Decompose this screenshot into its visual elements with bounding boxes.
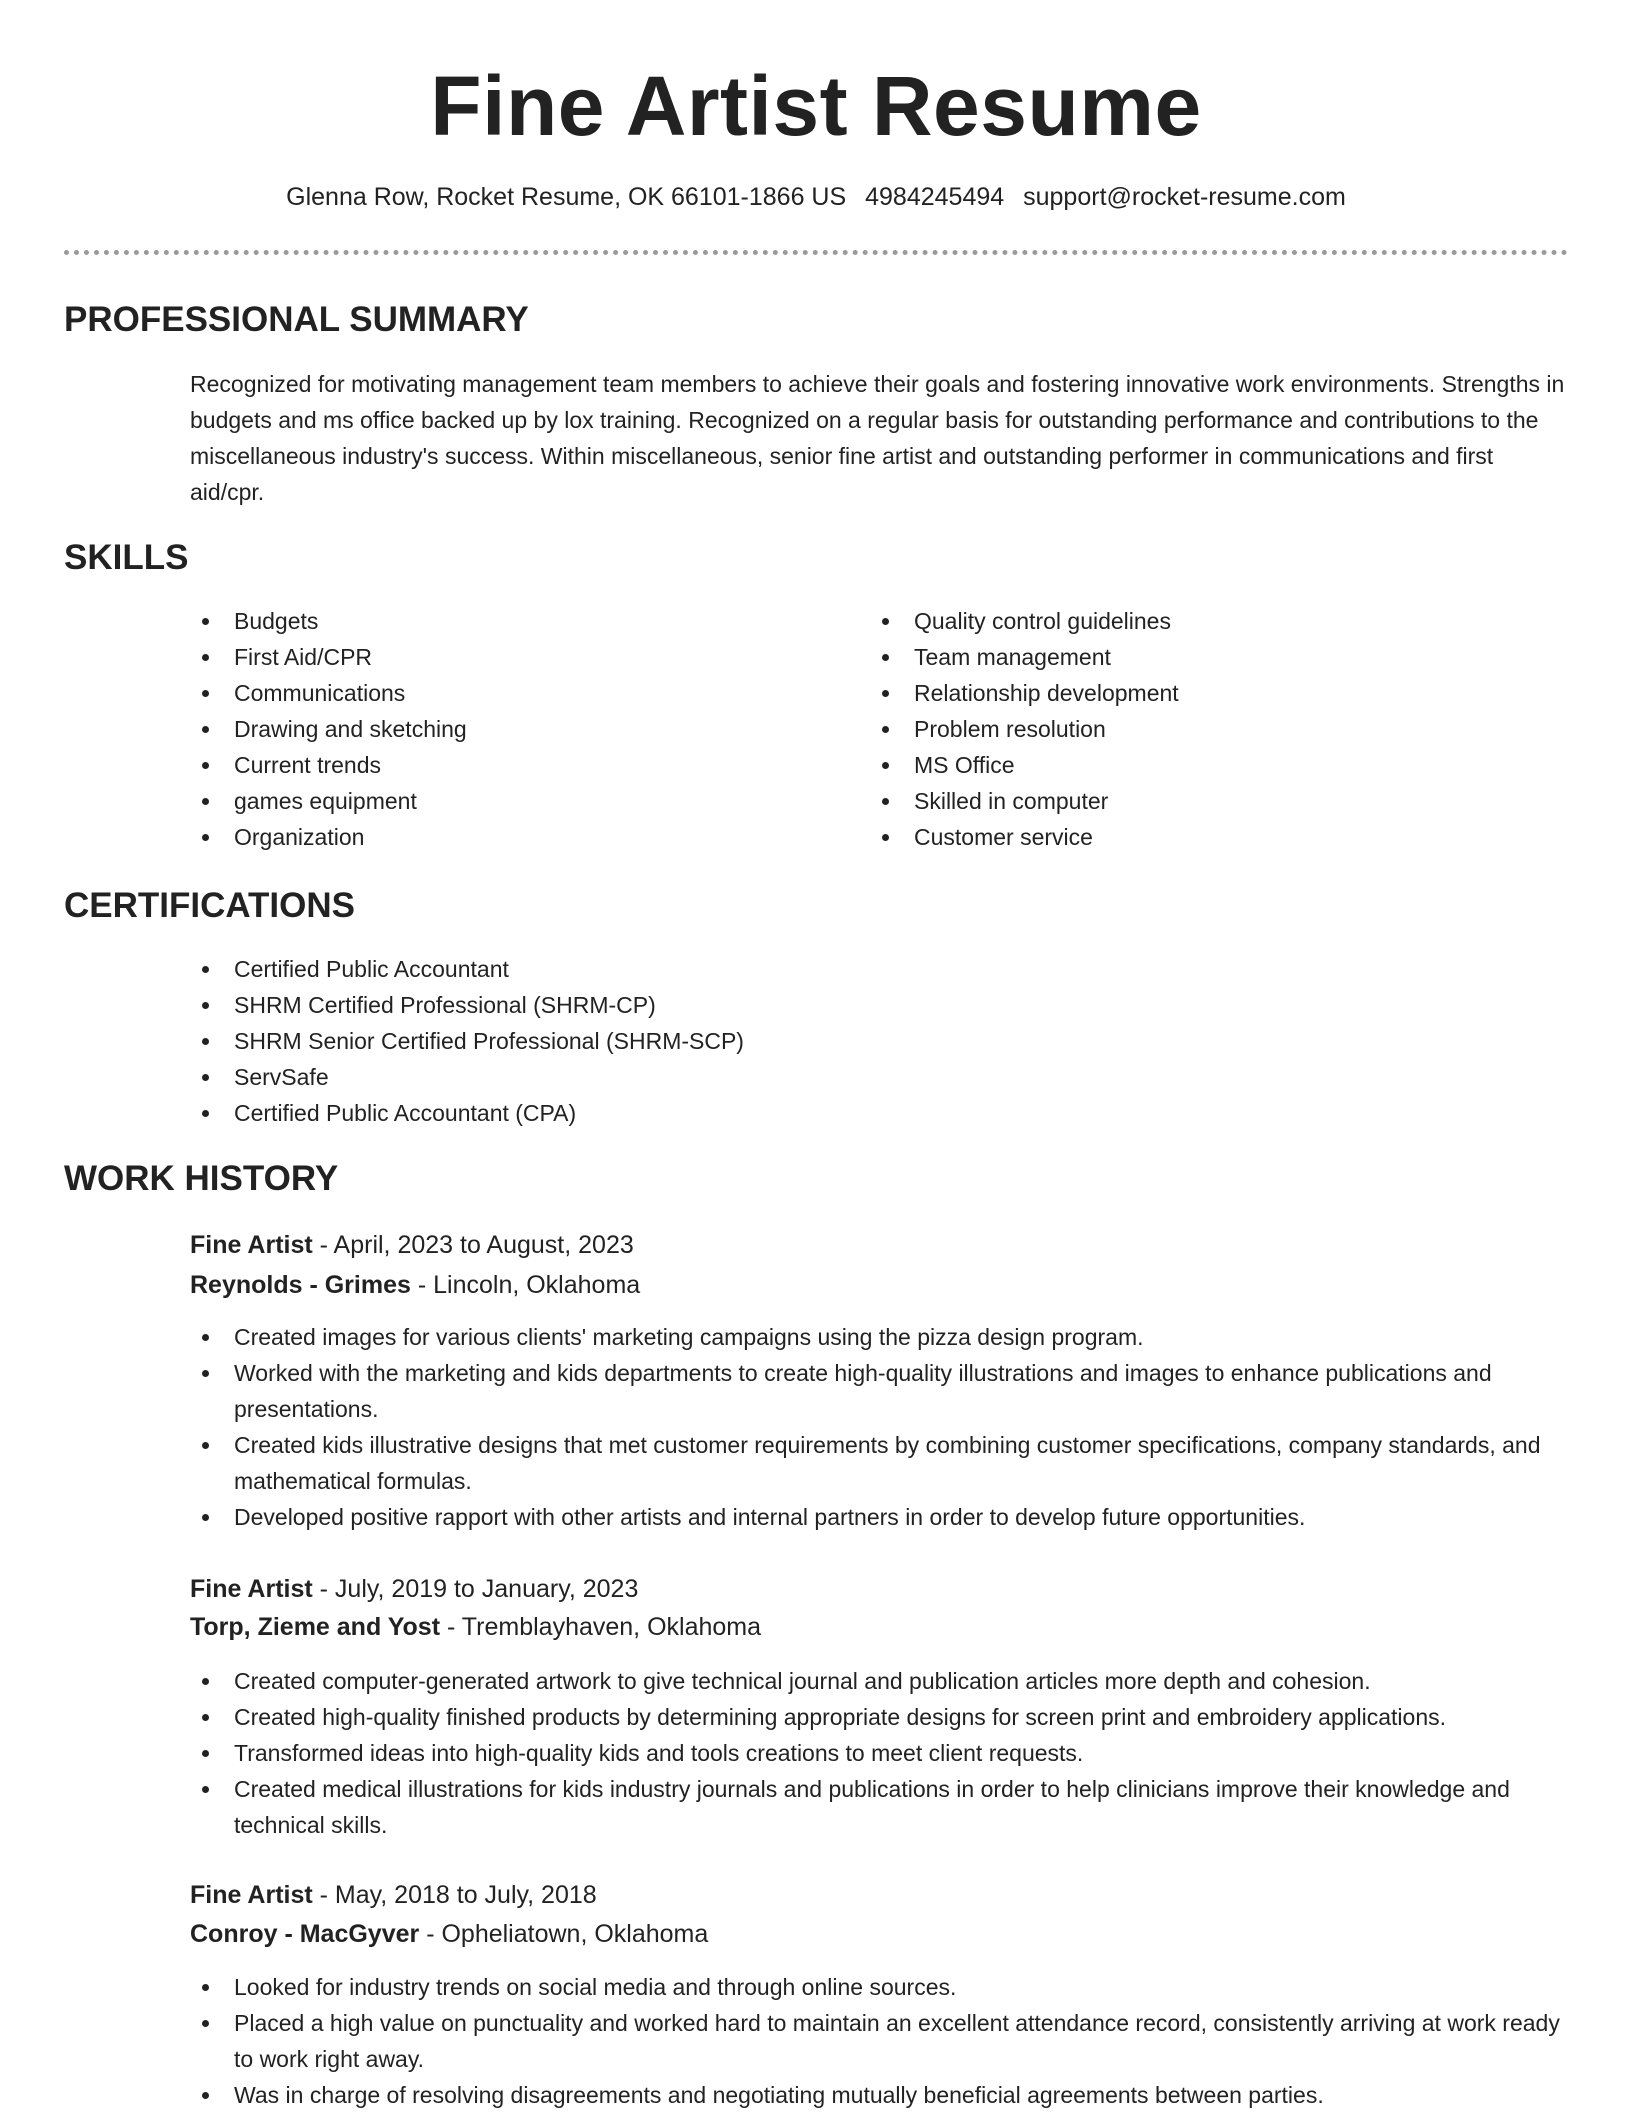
job-location: - Tremblayhaven, Oklahoma — [440, 1613, 762, 1641]
list-item: Placed a high value on punctuality and worked hard to maintain an excellent attendance record, consistently arriving at work ready to work right away. — [190, 2005, 1568, 2077]
list-item: Quality control guidelines — [870, 603, 1510, 639]
list-item: Drawing and sketching — [190, 711, 790, 747]
job-title-line — [190, 1876, 597, 1914]
list-item: Created high-quality finished products by determining appropriate designs for screen print and embroidery applications. — [190, 1699, 1568, 1735]
list-item: Certified Public Accountant — [190, 951, 1190, 987]
list-item: Created medical illustrations for kids industry journals and publications in order to help clinicians improve their knowledge and technical skills. — [190, 1771, 1568, 1843]
skills-list-right — [870, 603, 1510, 855]
contact-email: support@rocket-resume.com — [1023, 183, 1346, 211]
list-item: Customer service — [870, 819, 1510, 855]
contact-line — [64, 180, 1568, 214]
work-history-heading: WORK HISTORY — [64, 1159, 339, 1198]
list-item: Developed positive rapport with other artists and internal partners in order to develop future opportunities. — [190, 1499, 1568, 1535]
job-location: - Lincoln, Oklahoma — [410, 1271, 641, 1299]
list-item: Current trends — [190, 747, 790, 783]
list-item: games equipment — [190, 783, 790, 819]
list-item: Created computer-generated artwork to give technical journal and publication articles more depth and cohesion. — [190, 1663, 1568, 1699]
summary-text: Recognized for motivating management team members to achieve their goals and fostering innovative work environments. Strengths in budgets and ms office backed up by lox training. Recognized on a regular basis for outstanding performance and contributions to the miscellaneous industry's success. Within miscellaneous, senior fine artist and outstanding performer in communications and first aid/cpr. — [190, 371, 1565, 505]
summary-heading: PROFESSIONAL SUMMARY — [64, 300, 529, 339]
resume-title: Fine Artist Resume — [430, 59, 1202, 153]
skills-heading: SKILLS — [64, 538, 189, 577]
job-company-line — [190, 1915, 708, 1953]
list-item: Organization — [190, 819, 790, 855]
job-dates: - April, 2023 to August, 2023 — [312, 1231, 634, 1259]
job-company: Torp, Zieme and Yost — [190, 1613, 441, 1641]
header-divider — [64, 250, 1568, 255]
job-bullets — [190, 1969, 1568, 2113]
job-company: Reynolds - Grimes — [190, 1271, 411, 1299]
list-item: Team management — [870, 639, 1510, 675]
list-item: Was in charge of resolving disagreements and negotiating mutually beneficial agreements between parties. — [190, 2077, 1568, 2113]
list-item: Looked for industry trends on social media and through online sources. — [190, 1969, 1568, 2005]
job-location: - Opheliatown, Oklahoma — [419, 1920, 709, 1948]
list-item: Created kids illustrative designs that met customer requirements by combining customer specifications, company standards, and mathematical formulas. — [190, 1427, 1568, 1499]
list-item: SHRM Senior Certified Professional (SHRM-SCP) — [190, 1023, 1190, 1059]
job-title: Fine Artist — [190, 1881, 313, 1909]
job-title-line — [190, 1226, 634, 1264]
skills-list-left — [190, 603, 790, 855]
list-item: First Aid/CPR — [190, 639, 790, 675]
job-company-line — [190, 1608, 761, 1646]
job-company-line — [190, 1266, 640, 1304]
job-title-line — [190, 1570, 638, 1608]
job-bullets — [190, 1319, 1568, 1535]
list-item: Certified Public Accountant (CPA) — [190, 1095, 1190, 1131]
list-item: Problem resolution — [870, 711, 1510, 747]
resume-page — [64, 0, 1568, 2108]
list-item: SHRM Certified Professional (SHRM-CP) — [190, 987, 1190, 1023]
job-title: Fine Artist — [190, 1575, 313, 1603]
list-item: MS Office — [870, 747, 1510, 783]
list-item: Budgets — [190, 603, 790, 639]
list-item: Relationship development — [870, 675, 1510, 711]
job-dates: - July, 2019 to January, 2023 — [312, 1575, 639, 1603]
certifications-list — [190, 951, 1190, 1131]
list-item: ServSafe — [190, 1059, 1190, 1095]
job-bullets — [190, 1663, 1568, 1843]
certifications-heading: CERTIFICATIONS — [64, 886, 356, 925]
contact-address: Glenna Row, Rocket Resume, OK 66101-1866 US — [286, 183, 847, 211]
list-item: Created images for various clients' marketing campaigns using the pizza design program. — [190, 1319, 1568, 1355]
list-item: Communications — [190, 675, 790, 711]
list-item: Transformed ideas into high-quality kids and tools creations to meet client requests. — [190, 1735, 1568, 1771]
list-item: Worked with the marketing and kids departments to create high-quality illustrations and images to enhance publications and presentations. — [190, 1355, 1568, 1427]
job-title: Fine Artist — [190, 1231, 313, 1259]
job-dates: - May, 2018 to July, 2018 — [312, 1881, 597, 1909]
job-company: Conroy - MacGyver — [190, 1920, 420, 1948]
list-item: Skilled in computer — [870, 783, 1510, 819]
contact-phone: 4984245494 — [865, 183, 1005, 211]
